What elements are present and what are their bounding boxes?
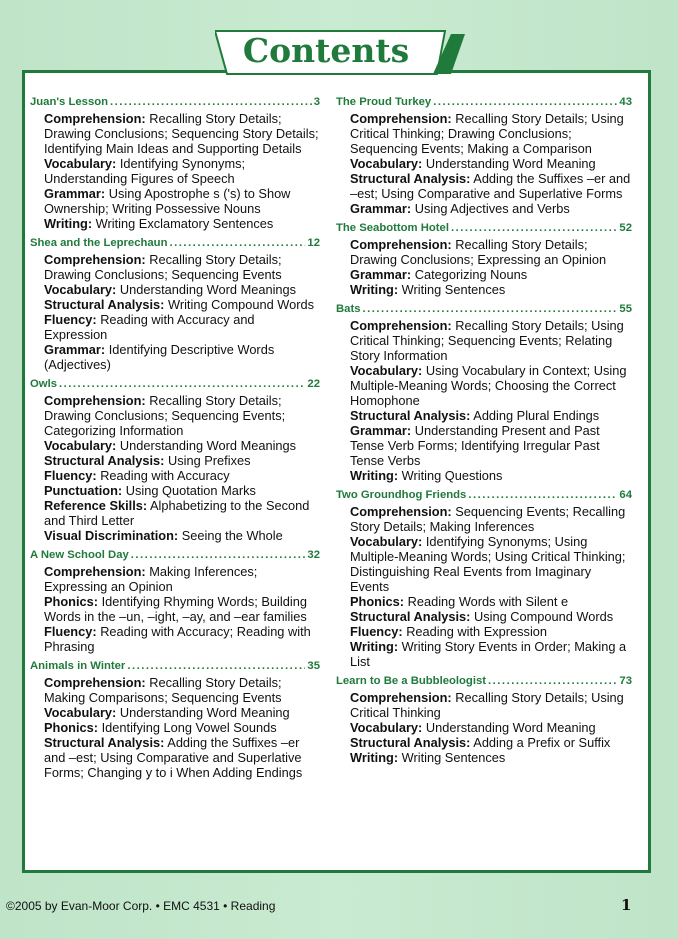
skill-text: Recalling Story Details; Drawing Conclusions; Sequencing Events <box>44 252 282 282</box>
section-page-number: 73 <box>619 675 632 687</box>
skill-entry <box>30 498 320 528</box>
skill-entry <box>30 675 320 705</box>
skill-text: Recalling Story Details; Using Critical Thinking; Drawing Conclusions; Sequencing Events; Making a Comparison <box>350 111 624 156</box>
skill-entry <box>336 318 632 363</box>
skill-text: Alphabetizing to the Second and Third Letter <box>44 498 310 528</box>
skill-entry <box>336 624 632 639</box>
dot-leader <box>363 301 618 317</box>
skill-text: Recalling Story Details; Drawing Conclusions; Sequencing Events; Categorizing Information <box>44 393 286 438</box>
toc-section <box>30 376 320 543</box>
skill-text: Making Inferences; Expressing an Opinion <box>44 564 258 594</box>
dot-leader <box>433 94 617 110</box>
skill-entry <box>336 750 632 765</box>
skill-label: Comprehension: <box>44 252 146 267</box>
skill-entry <box>30 453 320 468</box>
skill-text: Recalling Story Details; Using Critical Thinking; Sequencing Events; Relating Story Information <box>350 318 624 363</box>
skill-label: Fluency: <box>350 624 403 639</box>
toc-section <box>336 94 632 216</box>
section-page-number: 32 <box>307 549 320 561</box>
skill-entry <box>30 282 320 297</box>
skill-label: Fluency: <box>44 468 97 483</box>
skill-label: Vocabulary: <box>350 534 423 549</box>
skill-text: Reading with Accuracy; Reading with Phrasing <box>44 624 311 654</box>
section-heading <box>336 301 632 317</box>
skill-label: Fluency: <box>44 624 97 639</box>
dot-leader <box>488 673 617 689</box>
section-title: The Seabottom Hotel <box>336 222 449 234</box>
skill-label: Grammar: <box>350 201 412 216</box>
skill-text: Using Prefixes <box>167 453 251 468</box>
skill-text: Identifying Descriptive Words (Adjectives) <box>44 342 275 372</box>
toc-section <box>336 487 632 669</box>
skill-label: Vocabulary: <box>44 282 117 297</box>
skill-text: Identifying Synonyms; Using Multiple-Meaning Words; Using Critical Thinking; Distinguishing Real Events from Imaginary Events <box>350 534 626 594</box>
skill-entry <box>336 237 632 267</box>
skill-label: Comprehension: <box>350 237 452 252</box>
skill-label: Grammar: <box>350 267 412 282</box>
skill-label: Vocabulary: <box>350 720 423 735</box>
skill-text: Recalling Story Details; Drawing Conclusions; Expressing an Opinion <box>350 237 607 267</box>
skill-entry <box>336 594 632 609</box>
dot-leader <box>131 547 306 563</box>
section-heading <box>30 94 320 110</box>
skill-entry <box>336 735 632 750</box>
skill-entry <box>336 171 632 201</box>
skill-text: Adding a Prefix or Suffix <box>473 735 611 750</box>
skill-entry <box>336 639 632 669</box>
title-banner <box>215 28 465 76</box>
skill-text: Identifying Rhyming Words; Building Words in the –un, –ight, –ay, and –ear families <box>44 594 307 624</box>
skill-entry <box>30 156 320 186</box>
section-title: Juan's Lesson <box>30 96 109 108</box>
skill-label: Structural Analysis: <box>44 453 165 468</box>
skill-text: Using Apostrophe s ('s) to Show Ownership; Writing Possessive Nouns <box>44 186 291 216</box>
skill-label: Comprehension: <box>44 111 146 126</box>
section-heading <box>30 235 320 251</box>
skill-label: Visual Discrimination: <box>44 528 179 543</box>
skill-label: Structural Analysis: <box>44 297 165 312</box>
skill-label: Vocabulary: <box>350 363 423 378</box>
skill-entry <box>30 312 320 342</box>
skill-label: Vocabulary: <box>44 705 117 720</box>
skill-entry <box>30 735 320 780</box>
section-page-number: 12 <box>307 237 320 249</box>
skill-entry <box>30 186 320 216</box>
skill-label: Grammar: <box>44 186 106 201</box>
skill-label: Grammar: <box>44 342 106 357</box>
skill-text: Reading with Accuracy <box>100 468 230 483</box>
skill-entry <box>30 564 320 594</box>
skill-text: Recalling Story Details; Making Comparisons; Sequencing Events <box>44 675 282 705</box>
skill-text: Using Compound Words <box>473 609 614 624</box>
skill-entry <box>336 609 632 624</box>
skill-label: Structural Analysis: <box>350 609 471 624</box>
skill-text: Understanding Word Meanings <box>119 282 297 297</box>
skill-text: Understanding Word Meanings <box>119 438 297 453</box>
skill-text: Reading with Accuracy and Expression <box>44 312 255 342</box>
skill-text: Understanding Word Meaning <box>425 156 596 171</box>
skill-label: Comprehension: <box>44 564 146 579</box>
page-number: 1 <box>621 896 632 914</box>
skill-entry <box>30 483 320 498</box>
copyright-footer: ©2005 by Evan-Moor Corp. • EMC 4531 • Reading <box>6 899 276 913</box>
section-page-number: 64 <box>619 489 632 501</box>
section-title: Two Groundhog Friends <box>336 489 467 501</box>
skill-text: Writing Story Events in Order; Making a List <box>350 639 627 669</box>
section-heading <box>336 220 632 236</box>
toc-section <box>30 235 320 372</box>
skill-entry <box>336 468 632 483</box>
skill-entry <box>30 438 320 453</box>
skill-text: Understanding Word Meaning <box>119 705 290 720</box>
skill-text: Using Quotation Marks <box>125 483 256 498</box>
skill-text: Categorizing Nouns <box>414 267 528 282</box>
skill-text: Writing Compound Words <box>167 297 315 312</box>
section-title: Shea and the Leprechaun <box>30 237 168 249</box>
skill-label: Vocabulary: <box>44 438 117 453</box>
skill-label: Vocabulary: <box>350 156 423 171</box>
skill-label: Fluency: <box>44 312 97 327</box>
section-heading <box>336 673 632 689</box>
skill-entry <box>336 156 632 171</box>
skill-entry <box>30 720 320 735</box>
skill-entry <box>30 468 320 483</box>
toc-section <box>30 658 320 780</box>
section-title: Animals in Winter <box>30 660 126 672</box>
right-column <box>336 94 632 769</box>
section-title: Owls <box>30 378 57 390</box>
skill-label: Structural Analysis: <box>350 171 471 186</box>
skill-entry <box>30 393 320 438</box>
dot-leader <box>127 658 305 674</box>
skill-label: Phonics: <box>44 720 99 735</box>
skill-text: Identifying Synonyms; Understanding Figures of Speech <box>44 156 246 186</box>
toc-section <box>336 220 632 297</box>
skill-text: Using Adjectives and Verbs <box>414 201 570 216</box>
skill-text: Recalling Story Details; Drawing Conclusions; Sequencing Story Details; Identifying Main Ideas and Supporting Details <box>44 111 319 156</box>
skill-label: Vocabulary: <box>44 156 117 171</box>
toc-section <box>336 673 632 765</box>
dot-leader <box>451 220 617 236</box>
toc-section <box>30 547 320 654</box>
skill-label: Grammar: <box>350 423 412 438</box>
skill-label: Writing: <box>350 282 399 297</box>
section-heading <box>336 94 632 110</box>
section-heading <box>30 658 320 674</box>
skill-label: Reference Skills: <box>44 498 148 513</box>
skill-text: Writing Exclamatory Sentences <box>95 216 274 231</box>
skill-label: Writing: <box>44 216 93 231</box>
section-page-number: 52 <box>619 222 632 234</box>
skill-entry <box>336 720 632 735</box>
skill-entry <box>336 408 632 423</box>
skill-entry <box>30 297 320 312</box>
skill-entry <box>30 252 320 282</box>
section-title: Learn to Be a Bubbleologist <box>336 675 487 687</box>
skill-text: Sequencing Events; Recalling Story Details; Making Inferences <box>350 504 626 534</box>
skill-label: Structural Analysis: <box>350 408 471 423</box>
skill-text: Writing Sentences <box>401 750 506 765</box>
skill-text: Recalling Story Details; Using Critical Thinking <box>350 690 624 720</box>
skill-label: Comprehension: <box>350 690 452 705</box>
skill-entry <box>336 690 632 720</box>
skill-text: Adding Plural Endings <box>473 408 600 423</box>
skill-entry <box>336 363 632 408</box>
section-title: A New School Day <box>30 549 129 561</box>
section-heading <box>30 376 320 392</box>
section-title: The Proud Turkey <box>336 96 432 108</box>
skill-label: Comprehension: <box>350 111 452 126</box>
skill-label: Phonics: <box>350 594 405 609</box>
skill-text: Reading Words with Silent e <box>407 594 569 609</box>
skill-entry <box>336 504 632 534</box>
skill-label: Writing: <box>350 750 399 765</box>
left-column <box>30 94 320 784</box>
skill-entry <box>30 705 320 720</box>
skill-entry <box>30 528 320 543</box>
section-title: Bats <box>336 303 361 315</box>
skill-label: Comprehension: <box>350 318 452 333</box>
skill-entry <box>30 624 320 654</box>
skill-text: Understanding Word Meaning <box>425 720 596 735</box>
skill-text: Seeing the Whole <box>181 528 283 543</box>
skill-entry <box>336 111 632 156</box>
skill-text: Writing Sentences <box>401 282 506 297</box>
skill-label: Writing: <box>350 468 399 483</box>
section-heading <box>336 487 632 503</box>
dot-leader <box>468 487 617 503</box>
skill-entry <box>30 594 320 624</box>
section-page-number: 3 <box>313 96 320 108</box>
skill-entry <box>336 423 632 468</box>
dot-leader <box>110 94 312 110</box>
section-page-number: 35 <box>307 660 320 672</box>
skill-label: Comprehension: <box>44 393 146 408</box>
toc-section <box>30 94 320 231</box>
toc-section <box>336 301 632 483</box>
skill-label: Structural Analysis: <box>350 735 471 750</box>
skill-entry <box>336 267 632 282</box>
skill-text: Understanding Present and Past Tense Verb Forms; Identifying Irregular Past Tense Verbs <box>350 423 600 468</box>
skill-label: Punctuation: <box>44 483 123 498</box>
skill-entry <box>30 216 320 231</box>
page-title: Contents <box>242 31 410 70</box>
skill-entry <box>336 534 632 594</box>
skill-label: Comprehension: <box>350 504 452 519</box>
skill-label: Phonics: <box>44 594 99 609</box>
skill-text: Adding the Suffixes –er and –est; Using Comparative and Superlative Forms; Changing y to i When Adding Endings <box>44 735 303 780</box>
skill-text: Adding the Suffixes –er and –est; Using Comparative and Superlative Forms <box>350 171 631 201</box>
section-page-number: 22 <box>307 378 320 390</box>
skill-entry <box>336 282 632 297</box>
dot-leader <box>169 235 305 251</box>
skill-label: Comprehension: <box>44 675 146 690</box>
skill-label: Structural Analysis: <box>44 735 165 750</box>
skill-text: Reading with Expression <box>406 624 548 639</box>
dot-leader <box>59 376 305 392</box>
skill-entry <box>30 342 320 372</box>
section-page-number: 43 <box>619 96 632 108</box>
section-page-number: 55 <box>619 303 632 315</box>
skill-label: Writing: <box>350 639 399 654</box>
section-heading <box>30 547 320 563</box>
skill-text: Using Vocabulary in Context; Using Multiple-Meaning Words; Choosing the Correct Homophone <box>350 363 627 408</box>
skill-entry <box>336 201 632 216</box>
skill-entry <box>30 111 320 156</box>
skill-text: Writing Questions <box>401 468 503 483</box>
skill-text: Identifying Long Vowel Sounds <box>101 720 277 735</box>
